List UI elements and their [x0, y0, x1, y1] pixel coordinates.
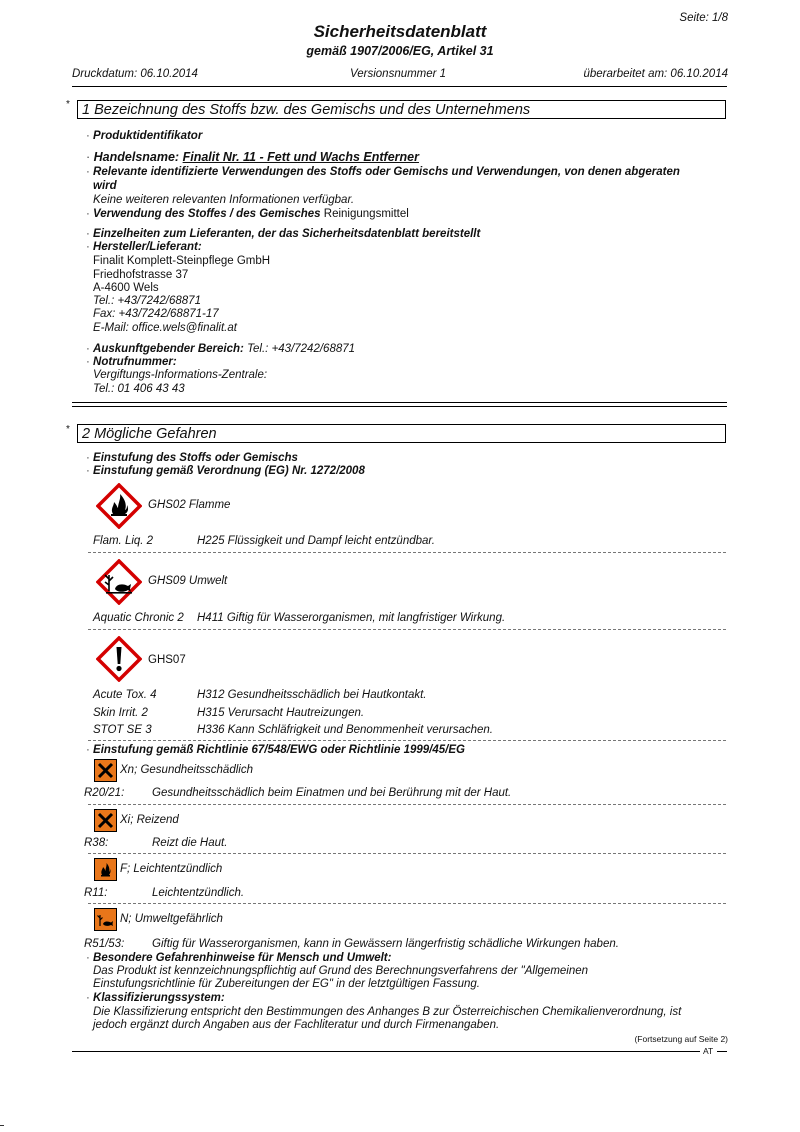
print-date: Druckdatum: 06.10.2014 — [72, 68, 198, 80]
hazard-category: Acute Tox. 4 — [93, 689, 157, 701]
country-code: AT — [703, 1046, 714, 1056]
dotted-divider — [88, 552, 726, 553]
edge-mark — [0, 1125, 4, 1126]
risk-code: R51/53: — [84, 938, 125, 950]
bullet: · — [86, 356, 90, 368]
n-label: N; Umweltgefährlich — [120, 913, 223, 925]
emergency-label: Notrufnummer: — [93, 356, 177, 368]
exclamation-icon — [96, 636, 142, 682]
hazard-category: Aquatic Chronic 2 — [93, 612, 184, 624]
risk-text: Giftig für Wasserorganismen, kann in Gewässern längerfristig schädliche Wirkungen haben. — [152, 938, 619, 950]
class-system-text-1: Die Klassifizierung entspricht den Bestimmungen des Anhanges B zur Österreichischen Chemikalienverordnung, ist — [93, 1006, 682, 1018]
bullet: · — [86, 452, 90, 464]
hazard-category: STOT SE 3 — [93, 724, 152, 736]
dangerous-environment-icon — [94, 908, 117, 931]
hazard-statement: H315 Verursacht Hautreizungen. — [197, 707, 365, 719]
dotted-divider — [88, 903, 726, 904]
continued-note: (Fortsetzung auf Seite 2) — [634, 1034, 728, 1044]
dotted-divider — [88, 853, 726, 854]
flame-icon — [96, 483, 142, 529]
use-label: Verwendung des Stoffes / des Gemisches — [93, 208, 321, 220]
class-system-text-2: jedoch ergänzt durch Angaben aus der Fachliteratur und durch Firmenangaben. — [93, 1019, 500, 1031]
hazard-category: Flam. Liq. 2 — [93, 535, 154, 547]
hazard-statement: H411 Giftig für Wasserorganismen, mit langfristiger Wirkung. — [197, 612, 506, 624]
emergency-phone: Tel.: 01 406 43 43 — [93, 383, 185, 395]
emergency-center: Vergiftungs-Informations-Zentrale: — [93, 369, 268, 381]
irritant-cross-icon — [94, 809, 117, 832]
xn-label: Xn; Gesundheitsschädlich — [120, 764, 253, 776]
version-number: Versionsnummer 1 — [350, 68, 447, 80]
risk-code: R20/21: — [84, 787, 125, 799]
dsd-heading-row — [86, 744, 465, 756]
emergency-row — [86, 356, 177, 368]
trade-name-label: Handelsname: — [93, 150, 180, 164]
bullet: · — [86, 228, 90, 240]
ghs02-label: GHS02 Flamme — [148, 499, 231, 511]
footer-divider-end — [717, 1051, 727, 1052]
revision-date: überarbeitet am: 06.10.2014 — [583, 68, 728, 80]
bullet: · — [86, 992, 90, 1004]
classification-label: Einstufung des Stoffs oder Gemischs — [93, 452, 298, 464]
class-system-label: Klassifizierungssystem: — [93, 992, 225, 1004]
dotted-divider — [88, 740, 726, 741]
supplier-details-row — [86, 228, 480, 240]
bullet: · — [86, 208, 90, 220]
special-hazards-row — [86, 952, 391, 964]
bullet: · — [86, 150, 91, 164]
bullet: · — [86, 744, 90, 756]
relevant-uses-label-cont: wird — [93, 180, 117, 192]
section-2-title: 2 Mögliche Gefahren — [77, 424, 726, 443]
f-label: F; Leichtentzündlich — [120, 863, 223, 875]
dotted-divider — [88, 629, 726, 630]
section-1-end-divider — [72, 402, 727, 407]
environment-icon — [96, 559, 142, 605]
product-identifier — [86, 130, 202, 142]
address-phone: Tel.: +43/7242/68871 — [93, 295, 201, 307]
class-system-row — [86, 992, 225, 1004]
use-row — [86, 208, 409, 220]
address-email[interactable]: E-Mail: office.wels@finalit.at — [93, 322, 237, 334]
section-1-star: * — [66, 99, 70, 110]
section-2-star: * — [66, 424, 70, 435]
info-label: Auskunftgebender Bereich: — [93, 343, 244, 355]
risk-code: R11: — [84, 887, 108, 899]
risk-code: R38: — [84, 837, 109, 849]
classification-row — [86, 452, 298, 464]
relevant-uses-row — [86, 166, 680, 178]
trade-name-value: Finalit Nr. 11 - Fett und Wachs Entferner — [182, 150, 419, 164]
address-street: Friedhofstrasse 37 — [93, 269, 189, 281]
risk-text: Reizt die Haut. — [152, 837, 228, 849]
bullet: · — [86, 166, 90, 178]
supplier-details-label: Einzelheiten zum Lieferanten, der das Sicherheitsdatenblatt bereitstellt — [93, 228, 481, 240]
special-hazards-text-2: Einstufungsrichtlinie für Zubereitungen der EG" in der letztgültigen Fassung. — [93, 978, 480, 990]
trade-name-row — [86, 150, 419, 164]
manufacturer-row — [86, 241, 202, 253]
address-fax: Fax: +43/7242/68871-17 — [93, 308, 219, 320]
use-value: Reinigungsmittel — [323, 208, 409, 220]
hazard-statement: H336 Kann Schläfrigkeit und Benommenheit verursachen. — [197, 724, 493, 736]
dotted-divider — [88, 804, 726, 805]
bullet: · — [86, 130, 90, 142]
special-hazards-text-1: Das Produkt ist kennzeichnungspflichtig auf Grund des Berechnungsverfahrens der "Allgemeinen — [93, 965, 589, 977]
no-info-text: Keine weiteren relevanten Informationen verfügbar. — [93, 194, 355, 206]
address-company: Finalit Komplett-Steinpflege GmbH — [93, 255, 271, 267]
bullet: · — [86, 343, 90, 355]
section-1-title: 1 Bezeichnung des Stoffs bzw. des Gemischs und des Unternehmens — [77, 100, 726, 119]
clp-heading: Einstufung gemäß Verordnung (EG) Nr. 1272/2008 — [93, 465, 365, 477]
risk-text: Leichtentzündlich. — [152, 887, 245, 899]
relevant-uses-label: Relevante identifizierte Verwendungen des Stoffs oder Gemischs und Verwendungen, von denen abgeraten — [93, 166, 680, 178]
footer-divider — [72, 1051, 700, 1052]
flammable-icon — [94, 858, 117, 881]
bullet: · — [86, 241, 90, 253]
ghs09-label: GHS09 Umwelt — [148, 575, 228, 587]
hazard-statement: H225 Flüssigkeit und Dampf leicht entzündbar. — [197, 535, 436, 547]
address-city: A-4600 Wels — [93, 282, 159, 294]
ghs07-label: GHS07 — [148, 654, 186, 666]
info-value: Tel.: +43/7242/68871 — [247, 343, 356, 355]
harmful-cross-icon — [94, 759, 117, 782]
manufacturer-label: Hersteller/Lieferant: — [93, 241, 202, 253]
dsd-heading: Einstufung gemäß Richtlinie 67/548/EWG oder Richtlinie 1999/45/EG — [93, 744, 465, 756]
hazard-statement: H312 Gesundheitsschädlich bei Hautkontakt. — [197, 689, 427, 701]
xi-label: Xi; Reizend — [120, 814, 179, 826]
bullet: · — [86, 952, 90, 964]
document-subtitle: gemäß 1907/2006/EG, Artikel 31 — [306, 44, 494, 58]
special-hazards-label: Besondere Gefahrenhinweise für Mensch und Umwelt: — [93, 952, 392, 964]
clp-heading-row — [86, 465, 365, 477]
product-identifier-label: Produktidentifikator — [93, 130, 203, 142]
risk-text: Gesundheitsschädlich beim Einatmen und bei Berührung mit der Haut. — [152, 787, 512, 799]
document-title: Sicherheitsdatenblatt — [313, 22, 487, 41]
info-row — [86, 343, 355, 355]
page-number: Seite: 1/8 — [679, 12, 728, 24]
bullet: · — [86, 465, 90, 477]
header-divider — [72, 86, 727, 87]
hazard-category: Skin Irrit. 2 — [93, 707, 148, 719]
